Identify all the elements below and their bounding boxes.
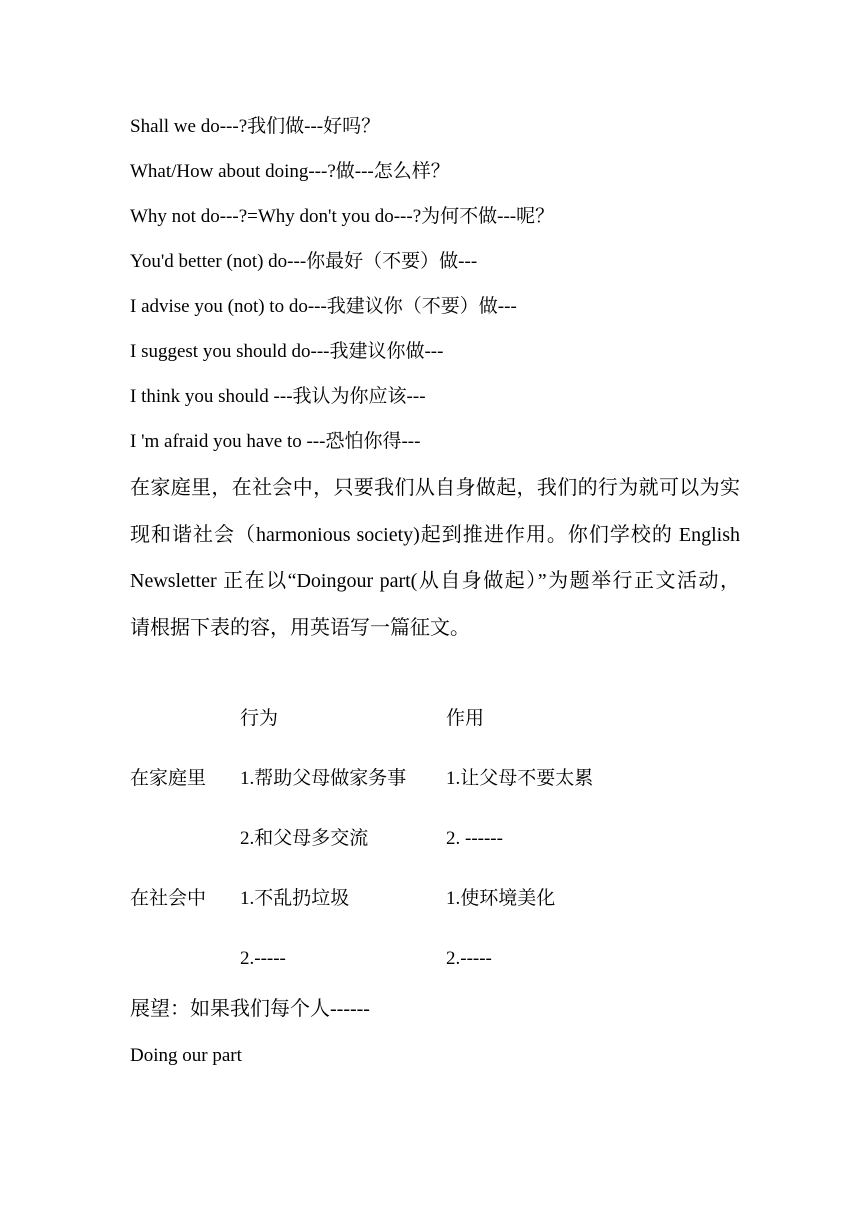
table-header-effect: 作用 <box>446 708 485 729</box>
table-cell: 1.帮助父母做家务事 <box>240 768 407 789</box>
phrase-line-7: I think you should ---我认为你应该--- <box>130 386 426 407</box>
prompt-line-1: 在家庭里，在社会中，只要我们从自身做起，我们的行为就可以为实 <box>130 477 740 499</box>
table-row <box>130 946 650 972</box>
phrase-line-3: Why not do---?=Why don't you do---?为何不做---呢？ <box>130 206 555 227</box>
table-cell: 2. ------ <box>446 828 503 849</box>
prompt-line-3: Newsletter 正在以“Doingour part(从自身做起）”为题举行正文活动， <box>130 570 740 592</box>
table-cell: 1.使环境美化 <box>446 888 556 909</box>
table-header-row <box>130 706 650 732</box>
prompt-line-4: 请根据下表的容，用英语写一篇征文。 <box>130 616 470 639</box>
phrase-line-1: Shall we do---?我们做---好吗？ <box>130 116 381 137</box>
phrase-line-2: What/How about doing---?做---怎么样？ <box>130 161 450 182</box>
table-cell: 2.和父母多交流 <box>240 828 369 849</box>
essay-title: Doing our part <box>130 1045 242 1066</box>
writing-prompt <box>130 465 740 651</box>
prompt-line-2: 现和谐社会（harmonious society)起到推进作用。你们学校的 English <box>130 523 740 546</box>
table-cell: 在家庭里 <box>130 768 207 789</box>
table-row <box>130 886 650 912</box>
table-cell: 2.----- <box>446 948 492 969</box>
phrase-line-4: You'd better (not) do---你最好（不要）做--- <box>130 251 478 272</box>
outlook-line: 展望：如果我们每个人------ <box>130 998 370 1020</box>
phrase-line-6: I suggest you should do---我建议你做--- <box>130 341 444 362</box>
table-cell: 在社会中 <box>130 888 207 909</box>
table-cell: 1.不乱扔垃圾 <box>240 888 350 909</box>
table-cell: 2.----- <box>240 948 286 969</box>
phrase-line-5: I advise you (not) to do---我建议你（不要）做--- <box>130 296 517 317</box>
table-row <box>130 826 650 852</box>
table-header-behavior: 行为 <box>240 708 279 729</box>
table-cell: 1.让父母不要太累 <box>446 768 594 789</box>
phrase-line-8: I 'm afraid you have to ---恐怕你得--- <box>130 431 421 452</box>
table-row <box>130 766 650 792</box>
